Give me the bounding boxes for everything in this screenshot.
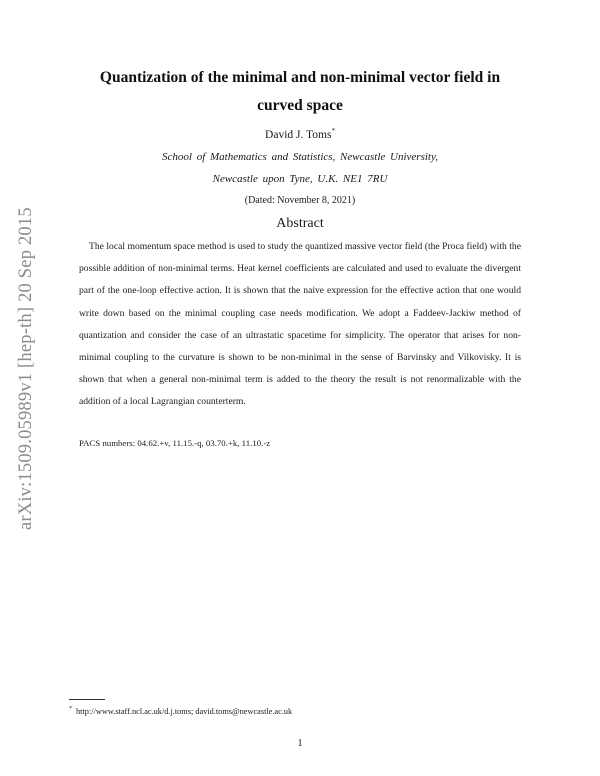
page-number: 1	[297, 738, 303, 749]
footnote	[69, 706, 292, 716]
author-name: David J. Toms	[265, 128, 332, 141]
abstract-body: The local momentum space method is used to study the quantized massive vector field (the Proca field) with the possible addition of non-minimal terms. Heat kernel coefficients are calculated and used to evaluate the divergent part of the one-loop effective action. It is shown that the naive expression for the effective action that one would write down based on the minimal coupling case needs modification. We adopt a Faddeev-Jackiw method of quantization and consider the case of an ultrastatic spacetime for simplicity. The operator that arises for non-minimal coupling to the curvature is shown to be non-minimal in the sense of Barvinsky and Vilkovisky. It is shown that when a general non-minimal term is added to the theory the result is not renormalizable with the addition of a local Lagrangian counterterm.	[79, 241, 521, 408]
author-line	[0, 127, 600, 141]
date-line: (Dated: November 8, 2021)	[244, 195, 356, 206]
footnote-marker: *	[69, 706, 72, 712]
title-line-2: curved space	[257, 97, 343, 114]
affiliation-line-1: School of Mathematics and Statistics, Newcastle University,	[162, 151, 438, 163]
abstract-heading: Abstract	[276, 216, 324, 231]
author-footnote-marker: *	[331, 127, 335, 135]
title-line-1: Quantization of the minimal and non-minimal vector field in	[99, 69, 501, 86]
footnote-text: http://www.staff.ncl.ac.uk/d.j.toms; david.toms@newcastle.ac.uk	[76, 706, 293, 716]
arxiv-identifier-stamp: arXiv:1509.05989v1 [hep-th] 20 Sep 2015	[16, 207, 36, 530]
pacs-numbers: PACS numbers: 04.62.+v, 11.15.-q, 03.70.+k, 11.10.-z	[79, 438, 271, 448]
paper-title	[60, 64, 540, 120]
affiliation-line-2: Newcastle upon Tyne, U.K. NE1 7RU	[212, 173, 388, 185]
footnote-divider	[69, 699, 105, 700]
